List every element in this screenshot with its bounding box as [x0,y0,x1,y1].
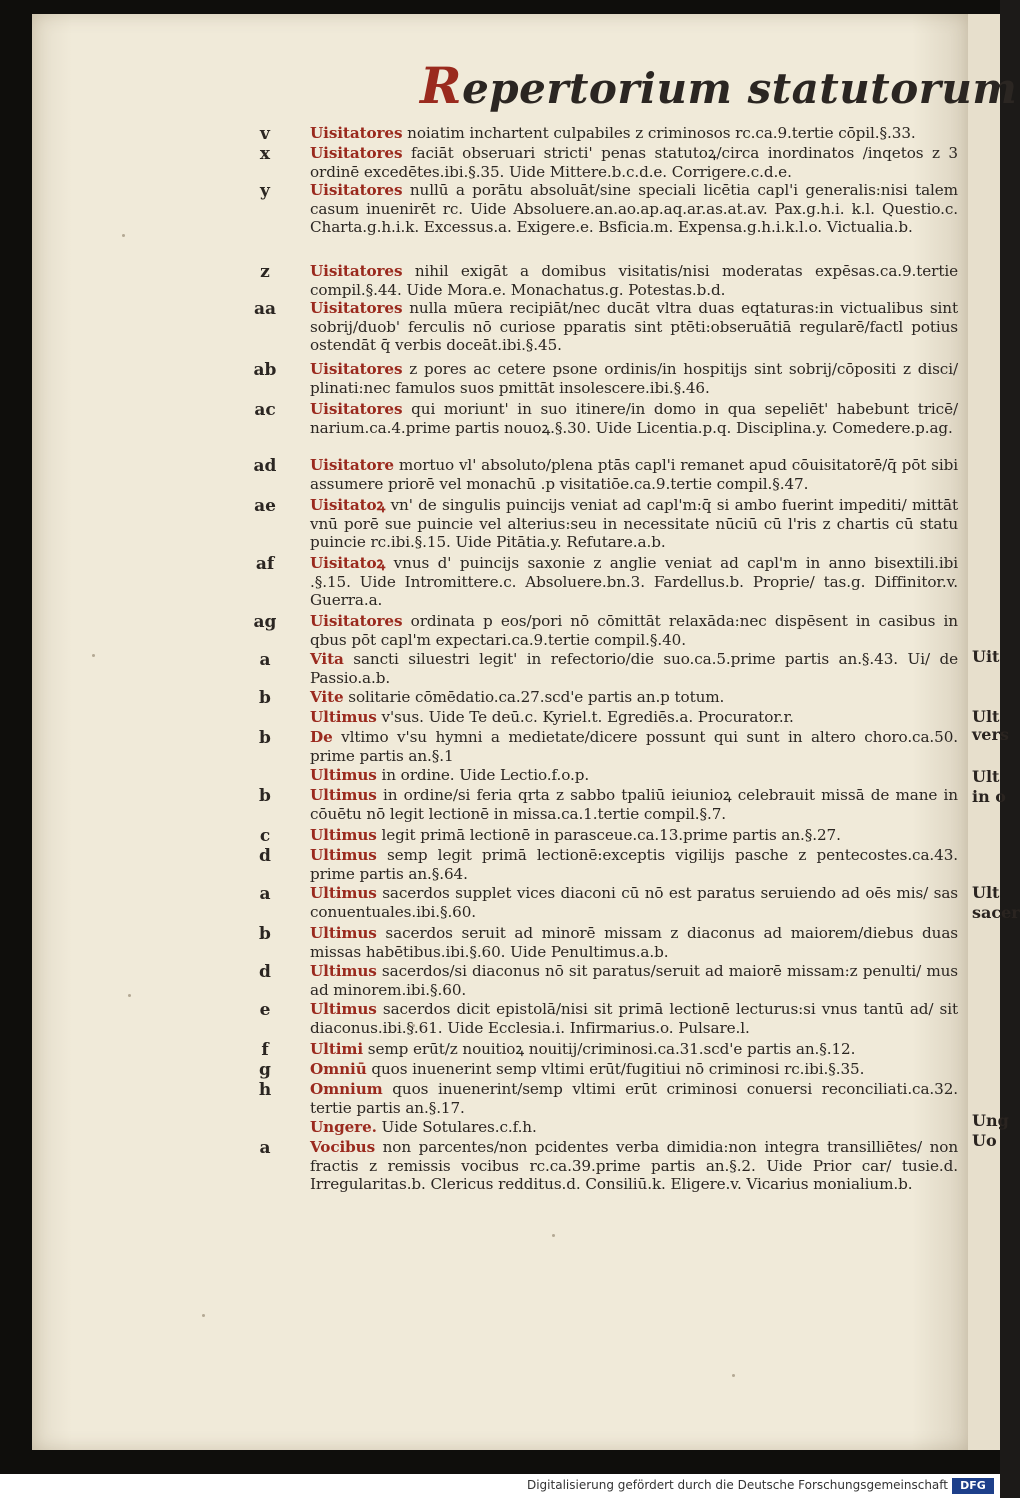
entry-marker: b [259,688,271,708]
entry-body: sacerdos supplet vices diaconi cū nō est paratus seruiendo ad oēs mis/ sas conuentuales.ibi.§.60. [310,884,958,921]
entry-headword: Ultimus [310,962,377,980]
facing-page-fragment: Ult [972,883,1000,902]
entry-body: mortuo vl' absoluto/plena ptās capl'i remanet apud cōuisitatorē/q̄ pōt sibi assumere priorē vel monachū .p visitatiōe.ca.9.tertie compil.§.47. [310,456,958,493]
entry-headword: Ultimus [310,846,377,864]
entry-body: quos inuenerint semp vltimi erūt/fugitiui nō criminosi rc.ibi.§.35. [366,1060,865,1078]
entry-marker: c [259,826,271,846]
entry-marker: ae [254,496,276,516]
entry-body: sacerdos seruit ad minorē missam z diaconus ad maiorem/diebus duas missas habētibus.ibi.§.60. Uide Penultimus.a.b. [310,924,958,961]
entry-text [310,924,958,961]
entry-text [310,766,958,785]
entry-text [310,554,958,610]
facing-page-fragment: sacer [972,903,1020,922]
entry-marker: b [259,924,271,944]
entry-marker: e [259,1000,271,1020]
facing-page-fragment: Uit [972,647,1000,666]
entry-marker: a [259,1138,271,1158]
entry-text [310,688,958,707]
paper-speck [732,1374,735,1377]
entry-marker: aa [253,299,277,319]
entry-headword: Ultimus [310,786,377,804]
entry-marker: d [259,962,271,982]
entry-marker: f [261,1040,269,1060]
entry-text [310,496,958,552]
entry-text [310,786,958,823]
footer-bar [0,1474,1000,1498]
entry-text [310,884,958,921]
entry-text [310,1000,958,1037]
entry-headword: Uisitatores [310,400,403,418]
entry-headword: Uisitatores [310,360,403,378]
entry-text [310,181,958,237]
paper-speck [122,234,125,237]
entry-text [310,728,958,765]
entry-body: sacerdos dicit epistolā/nisi sit primā lectionē lecturus:si vnus tantū ad/ sit diaconus.ibi.§.61. Uide Ecclesia.i. Infirmarius.o. Pulsare.l. [310,1000,958,1037]
entry-headword: Uisitatores [310,299,403,317]
facing-page-fragment: vers [972,725,1009,744]
entry-marker: a [259,884,271,904]
facing-page-fragment: Ult [972,767,1000,786]
dfg-logo: DFG [952,1478,994,1494]
entry-text [310,708,958,727]
entry-body: vltimo v'su hymni a medietate/dicere possunt qui sunt in altero choro.ca.50. prime partis an.§.1 [310,728,958,765]
entry-text [310,1138,958,1194]
entry-headword: Omnium [310,1080,383,1098]
entry-marker: h [258,1080,272,1100]
entry-headword: Ultimus [310,826,377,844]
entry-body: ordinata p eos/pori nō cōmittāt relaxāda:nec dispēsent in casibus in qbus pōt capl'm expectari.ca.9.tertie compil.§.40. [310,612,958,649]
paper-speck [128,994,131,997]
entry-headword: Uisitatoꝝ [310,554,386,572]
entry-body: nihil exigāt a domibus visitatis/nisi moderatas expēsas.ca.9.tertie compil.§.44. Uide Mora.e. Monachatus.g. Potestas.b.d. [310,262,958,299]
facing-page-fragment: Ult [972,707,1000,726]
paper-speck [92,654,95,657]
running-head [420,56,1018,116]
entry-text [310,1118,958,1137]
entry-marker: z [260,262,270,282]
entry-body: faciāt obseruari stricti' penas statutoꝝ/circa inordinatos /inqetos z 3 ordinē excedētes.ibi.§.35. Uide Mittere.b.c.d.e. Corrigere.c.d.e. [310,144,958,181]
entry-body: quos inuenerint/semp vltimi erūt criminosi conuersi reconciliati.ca.32. tertie partis an.§.17. [310,1080,958,1117]
entry-headword: Uisitatores [310,612,403,630]
entry-text [310,360,958,397]
entry-body: semp legit primā lectionē:exceptis vigilijs pasche z pentecostes.ca.43. prime partis an.§.64. [310,846,958,883]
entry-headword: Uisitatores [310,181,403,199]
entry-headword: Ultimus [310,708,377,726]
entry-text [310,262,958,299]
entry-body: solitarie cōmēdatio.ca.27.scd'e partis an.p totum. [343,688,725,706]
entry-body: in ordine/si feria qrta z sabbo tpaliū ieiunioꝝ celebrauit missā de mane in cōuētu nō legit lectionē in missa.ca.1.tertie compil.§.7. [310,786,958,823]
paper-speck [552,1234,555,1237]
entry-text [310,826,958,845]
entry-headword: De [310,728,333,746]
entry-headword: Ultimus [310,924,377,942]
entry-marker: ac [254,400,276,420]
entry-headword: Ungere. [310,1118,377,1136]
entry-body: Uide Sotulares.c.f.h. [376,1118,537,1136]
running-head-text: epertorium statutorum [462,64,1018,113]
entry-text [310,1040,958,1059]
entry-text [310,1080,958,1117]
entry-headword: Uisitatores [310,262,403,280]
entry-headword: Uisitatores [310,144,403,162]
entry-headword: Ultimus [310,766,377,784]
entry-headword: Uisitatoꝝ [310,496,386,514]
entry-body: in ordine. Uide Lectio.f.o.p. [376,766,590,784]
entry-body: sancti siluestri legit' in refectorio/die suo.ca.5.prime partis an.§.43. Ui/ de Passio.a.b. [310,650,958,687]
entry-text [310,400,958,437]
entry-body: z pores ac cetere psone ordinis/in hospitijs sint sobrij/cōpositi z disci/ plinati:nec famulos suos pmittāt insolescere.ibi.§.46. [310,360,958,397]
facing-page-fragment: Ung [972,1111,1009,1130]
entry-marker: b [259,786,271,806]
entry-headword: Uisitatores [310,124,403,142]
entry-text [310,846,958,883]
entry-marker: b [259,728,271,748]
entry-text [310,456,958,493]
entry-headword: Ultimi [310,1040,364,1058]
entry-headword: Uisitatore [310,456,394,474]
entry-text [310,612,958,649]
next-page-edge [968,14,1020,1450]
entry-marker: ab [253,360,277,380]
entry-body: non parcentes/non pcidentes verba dimidia:non integra transilliētes/ non fractis z remissis vocibus rc.ca.39.prime partis an.§.2. Uide Prior car/ tusie.d. Irregularitas.b. Clericus redditus.d. Consiliū.k. Eligere.v. Vicarius monialium.b. [310,1138,958,1194]
entry-headword: Vite [310,688,344,706]
entry-body: vn' de singulis puincijs veniat ad capl'm:q̄ si ambo fuerint impediti/ mittāt vnū porē sue puincie vel alterius:seu in necessitate nūciū cū l'ris z chartis cū statu puincie rc.ibi.§.15. Uide Pitātia.y. Refutare.a.b. [310,496,958,552]
entry-headword: Omniū [310,1060,367,1078]
entry-body: semp erūt/z nouitioꝝ nouitij/criminosi.ca.31.scd'e partis an.§.12. [363,1040,856,1058]
entry-marker: d [259,846,271,866]
entry-body: vnus d' puincijs saxonie z anglie veniat ad capl'm in anno bisextili.ibi .§.15. Uide Intromittere.c. Absoluere.bn.3. Fardellus.b. Proprie/ tas.g. Diffinitor.v. Guerra.a. [310,554,958,610]
paper-speck [202,1314,205,1317]
entry-headword: Vocibus [310,1138,376,1156]
entry-marker: ag [253,612,277,632]
entry-body: v'sus. Uide Te deū.c. Kyriel.t. Egrediēs.a. Procurator.r. [376,708,794,726]
entry-marker: a [259,650,271,670]
running-head-initial: R [420,56,463,115]
entry-text [310,144,958,181]
entry-headword: Ultimus [310,884,377,902]
entry-text [310,299,958,355]
entry-marker: ad [253,456,277,476]
entry-headword: Ultimus [310,1000,377,1018]
entry-marker: y [260,181,270,201]
facing-page-fragment: Uo [972,1131,997,1150]
entry-text [310,650,958,687]
entry-marker: v [260,124,270,144]
entry-body: legit primā lectionē in parasceue.ca.13.prime partis an.§.27. [376,826,841,844]
entry-marker: af [255,554,275,574]
entry-marker: x [259,144,271,164]
entry-text [310,962,958,999]
entry-headword: Vita [310,650,344,668]
entry-marker: g [259,1060,271,1080]
footer-credit: Digitalisierung gefördert durch die Deutsche Forschungsgemeinschaft [526,1478,948,1492]
entry-body: noiatim inchartent culpabiles z criminosos rc.ca.9.tertie cōpil.§.33. [402,124,916,142]
entry-text [310,124,958,143]
entry-body: sacerdos/si diaconus nō sit paratus/seruit ad maiorē missam:z penulti/ mus ad minorem.ibi.§.60. [310,962,958,999]
entry-body: nulla mūera recipiāt/nec ducāt vltra duas eqtaturas:in victualibus sint sobrij/duob' ferculis nō curiose pparatis sint ptēti:obseruātiā regularē/factl potius ostendāt q̄ verbis doceāt.ibi.§.45. [310,299,958,355]
facing-page-fragment: in o [972,787,1006,806]
entry-body: nullū a porātu absoluāt/sine speciali licētia capl'i generalis:nisi talem casum inuenirēt rc. Uide Absoluere.an.ao.ap.aq.ar.as.at.av. Pax.g.h.i. k.l. Questio.c. Charta.g.h.i.k. Excessus.a. Exigere.e. Bsficia.m. Expensa.g.h.i.k.l.o. Victualia.b. [310,181,958,237]
entry-text [310,1060,958,1079]
entry-body: qui moriunt' in suo itinere/in domo in qua sepeliēt' habebunt tricē/ narium.ca.4.prime partis nouoꝝ.§.30. Uide Licentia.p.q. Disciplina.y. Comedere.p.ag. [310,400,958,437]
